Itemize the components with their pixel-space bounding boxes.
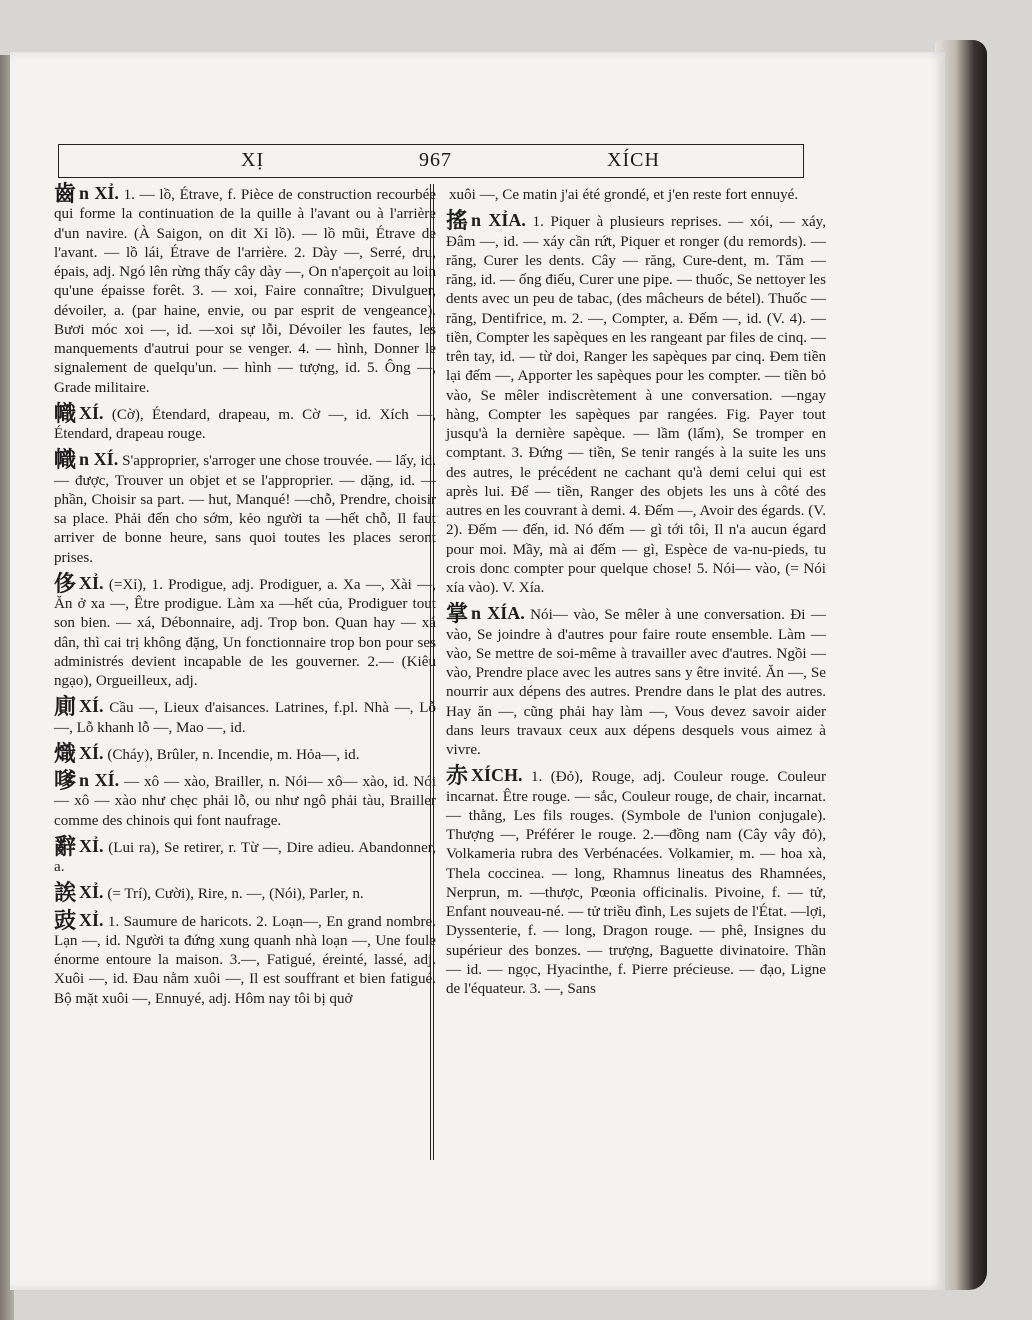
entry-headword: XÍ. xyxy=(79,696,104,717)
chinese-character: 赤 xyxy=(446,764,469,790)
chinese-character: 掌 xyxy=(446,602,469,628)
entry-text: S'approprier, s'arroger une chose trouvée. — lấy, id. — được, Trouver un objet et se l'approprier. — dặng, id. — phần, Choisir sa part. — hut, Manqué! —chỗ, Prendre, choisir sa place. Phải đến cho sớm, kẻo người ta —hết chỗ, Il faut arriver de bonne heure, sans quoi toutes les places seront prises. xyxy=(54,453,436,566)
page-number: 967 xyxy=(419,149,452,171)
chinese-character: 廁 xyxy=(54,695,77,721)
dictionary-entry xyxy=(446,766,826,999)
dictionary-entry xyxy=(54,908,436,1009)
entry-text: Cầu —, Lieux d'aisances. Latrines, f.pl. Nhà —, Lỗ —, Lỗ khanh lỗ —, Mao —, id. xyxy=(54,700,436,736)
dictionary-entry xyxy=(54,881,436,907)
entry-text: xuôi —, Ce matin j'ai été grondé, et j'en reste fort ennuyé. xyxy=(449,187,799,203)
dictionary-entry xyxy=(54,571,436,692)
dictionary-entry xyxy=(54,741,436,767)
chinese-character: 侈 xyxy=(54,571,77,597)
entry-text: 1. Saumure de haricots. 2. Loạn—, En grand nombre. Lạn —, id. Người ta đứng xung quanh nhà loạn —, Une foule énorme entoure la maison. 3.—, Fatigué, éreinté, lassé, adj. Xuôi —, id. Đau nằm xuôi —, Il est souffrant et bien fatigué. Bộ mặt xuôi —, Ennuyé, adj. Hôm nay tôi bị quở xyxy=(54,913,436,1007)
header-right-word: XÍCH xyxy=(607,149,660,171)
dictionary-entry xyxy=(54,771,436,831)
chinese-character: 熾 xyxy=(54,741,77,767)
chinese-character: 搖 xyxy=(446,209,469,235)
entry-text: (Lui ra), Se retirer, r. Từ —, Dire adieu. Abandonner, a. xyxy=(54,839,436,875)
chinese-character: 嗲 xyxy=(54,769,77,794)
chinese-character: 誒 xyxy=(54,881,77,907)
entry-text: (=Xỉ), 1. Prodigue, adj. Prodiguer, a. Xa —, Xài —, Ăn ở xa —, Être prodigue. Làm xa —hết của, Prodiguer tout son bien. — xá, Débonnaire, adj. Trop bon. Quan hay — xá dân, thì cai trị không đặng, Un fonctionnaire trop bon pour ses administrés devient incapable de les gouverner. 2.— (Kiêu ngạo), Orgueilleux, adj. xyxy=(54,576,436,689)
dictionary-entry xyxy=(54,450,436,568)
entry-text: Nói— vào, Se mêler à une conversation. Đi — vào, Se joindre à d'autres pour faire route ensemble. Làm — vào, Se mettre de soi-même à travailler avec d'autres. Ngồi — vào, Prendre place avec les autres sans y être invité. Ăn —, Se nourrir aux dépens des autres. Prendre dans le plat des autres. Hay ăn —, cũng phải hay làm —, Vous devez savoir aider dans leurs travaux ceux aux dépens desquels vous aimez à vivre. xyxy=(446,607,827,758)
right-column xyxy=(446,184,826,1005)
chinese-character: 豉 xyxy=(54,908,77,934)
entry-headword: XỈ. xyxy=(79,909,104,930)
entry-headword: n XÍA. xyxy=(471,603,525,624)
dictionary-entry xyxy=(54,834,436,878)
entry-headword: XÍ. xyxy=(79,742,104,763)
dictionary-entry-continuation xyxy=(446,184,826,205)
entry-text: 1. Piquer à plusieurs reprises. — xói, — xáy, Đâm —, id. — xáy cần rứt, Piquer et ronger (du remords). — răng, Curer les dents. Cây — răng, Cure-dent, m. Tăm — răng, id. — ống điếu, Curer une pipe. — thuốc, Se nettoyer les dents avec un peu de tabac, (des mâcheurs de bétel). Thuốc — răng, Dentifrice, m. 2. —, Compter, a. Đếm —, id. (V. 4). — tiền, Compter les sapèques en les rangeant par files de cinq. — trên tay, id. — từ doi, Ranger les sapèques par cinq. Đem tiền lại đếm —, Apporter les sapèques pour les compter. — tiền bỏ vào, Se mêler indiscrètement à une conversation. —ngay hàng, Compter les sapèques par rangées. Fig. Payer tout jusqu'à la dernière sapèque. — lầm (lấm), Se tromper en comptant. 3. Đứng — tiền, Se tenir rangés à la suite les uns des autres, le précédent ne cachant qu'à demi celui qui est après lui. Để — tiền, Ranger des objets les uns à côté des autres en les couvrant à demi. 4. Đếm —, Avoir des égards. (V. 2). Đếm — đến, id. Nó đếm — gì tới tôi, Il n'a aucun égard pour moi. Mầy, mà ai đếm — gì, Espèce de va-nu-pieds, tu crois donc compter pour quelque chose! 5. Nói— vào, (= Nói xía vào). V. Xía. xyxy=(446,214,826,596)
chinese-character: 幟 xyxy=(54,448,77,474)
dictionary-entry xyxy=(54,697,436,738)
dictionary-entry xyxy=(54,401,436,445)
entry-headword: XỈ. xyxy=(79,882,104,903)
entry-text: (Cờ), Étendard, drapeau, m. Cờ —, id. Xích —, Étendard, drapeau rouge. xyxy=(54,406,436,442)
chinese-character: 齒 xyxy=(54,182,77,207)
entry-headword: XÍCH. xyxy=(471,765,523,786)
entry-headword: XỈ. xyxy=(79,835,104,856)
left-column xyxy=(54,184,436,1015)
entry-headword: XÍ. xyxy=(79,402,104,423)
chinese-character: 辭 xyxy=(54,834,77,860)
entry-text: 1. — lồ, Étrave, f. Pièce de construction recourbée qui forme la continuation de la quille à l'avant ou à l'arrière d'un navire. (À Saigon, on dit Xỉ lồ). — lồ mũi, Étrave de l'avant. — lồ lái, Étrave de l'arrière. 2. Dày —, Serré, dru, épais, adj. Ngó lên rừng thấy cây dày —, On n'aperçoit au loin qu'une épaisse forêt. 3. — xoi, Faire connaître; Divulguer, dévoiler, a. (par haine, envie, ou par esprit de vengeance). Bươi móc xoi —, id. —xoi sự lỗi, Dévoiler les fautes, les manquements d'autrui pour se venger. 4. — hình, Donner le signalement de quelqu'un. — hình — tượng, id. 5. Ông —, Grade militaire. xyxy=(54,187,436,396)
dictionary-entry xyxy=(446,604,826,760)
dictionary-entry xyxy=(54,184,436,398)
chinese-character: 幟 xyxy=(54,401,77,427)
entry-headword: XỈ. xyxy=(79,572,104,593)
dictionary-entry xyxy=(446,211,826,598)
entry-text: (Cháy), Brûler, n. Incendie, m. Hỏa—, id. xyxy=(107,746,360,763)
entry-text: 1. (Đỏ), Rouge, adj. Couleur rouge. Couleur incarnat. Être rouge. — sắc, Couleur rouge, de chair, incarnat. — thằng, Les fils rouges. (Symbole de l'union conjugale). Thượng —, Préférer le rouge. 2.—đồng nam (Cây vây đỏ), Volkameria rubra des Verbénacées. Volkamier, m. — hoa xà, Thela coccinea. — long, Rhamnus lineatus des Rhamnées, Nerprun, m. —thược, Pœonia officinalis. Pivoine, f. — tử, Enfant nouveau-né. — tử triều đình, Les sujets de l'État. —lợi, Dyssenterie, f. — long, Dragon rouge. — phê, Insignes du supérieur des bonzes. — trượng, Baguette divinatoire. Thần — id. — ngọc, Hyacinthe, f. Pierre précieuse. — đạo, Ligne de l'équateur. 3. —, Sans xyxy=(446,769,826,997)
header-left-word: XỊ xyxy=(241,149,265,171)
entry-headword: n XỈA. xyxy=(471,210,526,231)
entry-text: — xô — xào, Brailler, n. Nói— xô— xào, id. Nói — xô — xào như chẹc phải lỗ, ou như ngô phải tàu, Brailler comme des chinois qui font naufrage. xyxy=(54,774,436,829)
running-header xyxy=(58,144,804,178)
entry-headword: n XÍ. xyxy=(79,449,119,470)
entry-headword: n XỈ. xyxy=(79,183,119,203)
entry-headword: n XÍ. xyxy=(79,770,120,790)
entry-text: (= Trí), Cười), Rire, n. —, (Nói), Parler, n. xyxy=(107,886,364,903)
